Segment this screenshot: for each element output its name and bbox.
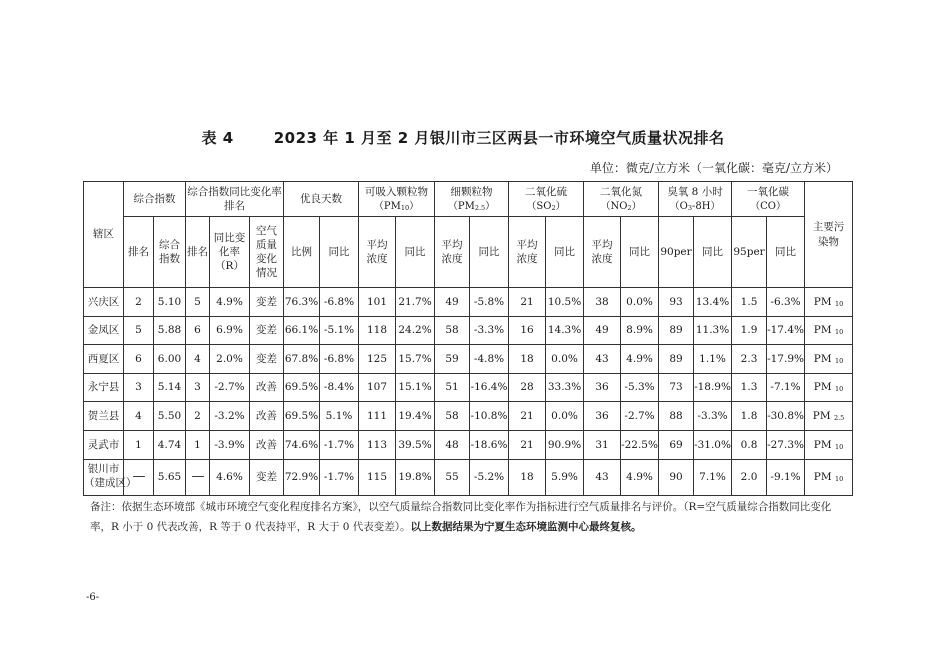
cell-co: 1.5: [732, 288, 767, 317]
header-rank: 排名: [124, 217, 154, 288]
cell-no2-yoy: 4.9%: [621, 345, 659, 374]
cell-pm25-yoy: -4.8%: [470, 345, 509, 374]
header-pm25-name: 细颗粒物: [450, 185, 493, 198]
cell-pm10-yoy: 21.7%: [396, 288, 435, 317]
cell-no2-yoy: -22.5%: [621, 430, 659, 459]
cell-no2-yoy: 8.9%: [621, 316, 659, 345]
cell-o3-yoy: 13.4%: [694, 288, 732, 317]
cell-so2-yoy: 0.0%: [546, 345, 584, 374]
header-pm25: 细颗粒物 （PM2.5）: [435, 182, 509, 217]
cell-ratio-yoy: -5.1%: [320, 316, 359, 345]
cell-ratio: 69.5%: [284, 373, 320, 402]
cell-change-rank: 2: [186, 402, 210, 431]
cell-co-yoy: -17.9%: [767, 345, 805, 374]
cell-aq-change: 变差: [250, 459, 284, 495]
cell-so2: 18: [509, 345, 546, 374]
cell-ratio-yoy: -1.7%: [320, 459, 359, 495]
cell-ratio: 72.9%: [284, 459, 320, 495]
header-pm10-yoy: 同比: [396, 217, 435, 288]
cell-change-rate: 6.9%: [210, 316, 250, 345]
cell-ratio-yoy: -8.4%: [320, 373, 359, 402]
cell-o3-yoy: -3.3%: [694, 402, 732, 431]
cell-no2-yoy: 4.9%: [621, 459, 659, 495]
cell-rank: 6: [124, 345, 154, 374]
cell-pm10-yoy: 15.1%: [396, 373, 435, 402]
cell-district: 西夏区: [84, 345, 124, 374]
cell-no2: 31: [584, 430, 621, 459]
page-number: -6-: [86, 592, 100, 603]
cell-pollutant: PM 10: [805, 316, 853, 345]
cell-ratio: 66.1%: [284, 316, 320, 345]
cell-change-rate: 4.6%: [210, 459, 250, 495]
cell-ratio-yoy: -1.7%: [320, 430, 359, 459]
cell-pm10: 101: [359, 288, 396, 317]
cell-change-rate: 4.9%: [210, 288, 250, 317]
header-co-yoy: 同比: [767, 217, 805, 288]
cell-pm25: 55: [435, 459, 470, 495]
cell-ratio: 74.6%: [284, 430, 320, 459]
header-change-rank: 综合指数同比变化率排名: [186, 182, 284, 217]
cell-rank: 5: [124, 316, 154, 345]
table-row: [84, 373, 853, 402]
header-o3-yoy: 同比: [694, 217, 732, 288]
cell-ratio-yoy: -6.8%: [320, 345, 359, 374]
header-o3: 臭氧 8 小时 （O3-8H）: [659, 182, 732, 217]
cell-district: 贺兰县: [84, 402, 124, 431]
cell-pm10-yoy: 15.7%: [396, 345, 435, 374]
cell-rank: 4: [124, 402, 154, 431]
cell-so2-yoy: 14.3%: [546, 316, 584, 345]
header-so2: 二氧化硫 （SO2）: [509, 182, 584, 217]
cell-so2-yoy: 33.3%: [546, 373, 584, 402]
cell-pollutant: PM 10: [805, 373, 853, 402]
cell-district: 永宁县: [84, 373, 124, 402]
cell-o3-yoy: -18.9%: [694, 373, 732, 402]
cell-co: 2.3: [732, 345, 767, 374]
table-number: 表 4: [201, 129, 234, 147]
cell-pm10-yoy: 19.8%: [396, 459, 435, 495]
cell-co: 1.8: [732, 402, 767, 431]
table-row: [84, 316, 853, 345]
header-o3-90per: 90per: [659, 217, 694, 288]
header-co-name: 一氧化碳: [747, 185, 790, 198]
cell-index: 5.50: [154, 402, 186, 431]
header-no2: 二氧化氮 （NO2）: [584, 182, 659, 217]
cell-no2-yoy: -2.7%: [621, 402, 659, 431]
cell-pm25-yoy: -18.6%: [470, 430, 509, 459]
note-text: 备注：依据生态环境部《城市环境空气变化程度排名方案》，以空气质量综合指数同比变化率作为指标进行空气质量排名与评价。（R=空气质量综合指数同比变化率，R 小于 0 代表改善，R 等于 0 代表持平，R 大于 0 代表变差）。: [90, 501, 832, 533]
cell-co-yoy: -17.4%: [767, 316, 805, 345]
cell-pollutant: PM 2.5: [805, 402, 853, 431]
cell-co-yoy: -7.1%: [767, 373, 805, 402]
cell-so2: 21: [509, 430, 546, 459]
cell-change-rate: -2.7%: [210, 373, 250, 402]
cell-district: 灵武市: [84, 430, 124, 459]
cell-change-rank: —: [186, 459, 210, 495]
header-good-days: 优良天数: [284, 182, 359, 217]
cell-pm25-yoy: -16.4%: [470, 373, 509, 402]
header-co: 一氧化碳 （CO）: [732, 182, 805, 217]
cell-pm10-yoy: 19.4%: [396, 402, 435, 431]
cell-pm10: 113: [359, 430, 396, 459]
cell-pm25-yoy: -3.3%: [470, 316, 509, 345]
header-change-rank-rank: 排名: [186, 217, 210, 288]
cell-so2: 28: [509, 373, 546, 402]
cell-pm25: 49: [435, 288, 470, 317]
cell-change-rank: 5: [186, 288, 210, 317]
cell-aq-change: 变差: [250, 288, 284, 317]
cell-no2-yoy: 0.0%: [621, 288, 659, 317]
cell-change-rank: 4: [186, 345, 210, 374]
cell-ratio-yoy: -6.8%: [320, 288, 359, 317]
cell-change-rank: 1: [186, 430, 210, 459]
cell-ratio: 69.5%: [284, 402, 320, 431]
cell-co-yoy: -6.3%: [767, 288, 805, 317]
cell-o3: 88: [659, 402, 694, 431]
cell-co: 1.3: [732, 373, 767, 402]
cell-ratio: 76.3%: [284, 288, 320, 317]
header-aq-change: 空气质量变化情况: [250, 217, 284, 288]
cell-rank: 2: [124, 288, 154, 317]
table-row: [84, 402, 853, 431]
table-row: [84, 345, 853, 374]
cell-o3-yoy: -31.0%: [694, 430, 732, 459]
cell-change-rate: -3.9%: [210, 430, 250, 459]
cell-o3: 90: [659, 459, 694, 495]
cell-aq-change: 改善: [250, 430, 284, 459]
header-pm10-name: 可吸入颗粒物: [365, 185, 429, 198]
cell-co: 1.9: [732, 316, 767, 345]
cell-rank: —: [124, 459, 154, 495]
cell-o3-yoy: 1.1%: [694, 345, 732, 374]
cell-co-yoy: -9.1%: [767, 459, 805, 495]
cell-o3: 89: [659, 316, 694, 345]
cell-o3: 73: [659, 373, 694, 402]
cell-co: 2.0: [732, 459, 767, 495]
cell-pollutant: PM 10: [805, 345, 853, 374]
cell-no2: 43: [584, 459, 621, 495]
table-note: [90, 497, 840, 537]
cell-o3: 69: [659, 430, 694, 459]
cell-change-rank: 6: [186, 316, 210, 345]
note-bold-text: 以上数据结果为宁夏生态环境监测中心最终复核。: [410, 521, 642, 533]
table-row: [84, 288, 853, 317]
header-pm10-avg: 平均浓度: [359, 217, 396, 288]
unit-label: 单位：微克/立方米（一氧化碳：毫克/立方米）: [589, 161, 838, 175]
cell-o3-yoy: 11.3%: [694, 316, 732, 345]
cell-o3: 89: [659, 345, 694, 374]
cell-change-rate: -3.2%: [210, 402, 250, 431]
cell-aq-change: 改善: [250, 402, 284, 431]
table-title: [0, 127, 926, 148]
header-pm25-yoy: 同比: [470, 217, 509, 288]
cell-index: 5.88: [154, 316, 186, 345]
cell-pm10: 118: [359, 316, 396, 345]
header-o3-name: 臭氧 8 小时: [667, 185, 723, 198]
cell-district: 兴庆区: [84, 288, 124, 317]
header-district: 辖区: [84, 182, 124, 288]
cell-index: 5.65: [154, 459, 186, 495]
cell-pm10-yoy: 39.5%: [396, 430, 435, 459]
cell-pm10: 125: [359, 345, 396, 374]
header-main-pollutant: 主要污染物: [805, 182, 853, 288]
header-co-95per: 95per: [732, 217, 767, 288]
header-ratio-yoy: 同比: [320, 217, 359, 288]
cell-so2: 18: [509, 459, 546, 495]
header-ratio: 比例: [284, 217, 320, 288]
cell-pm25: 58: [435, 402, 470, 431]
cell-pm25: 48: [435, 430, 470, 459]
cell-aq-change: 改善: [250, 373, 284, 402]
cell-co: 0.8: [732, 430, 767, 459]
cell-pm25-yoy: -10.8%: [470, 402, 509, 431]
cell-change-rate: 2.0%: [210, 345, 250, 374]
cell-so2-yoy: 0.0%: [546, 402, 584, 431]
table-row: [84, 430, 853, 459]
cell-o3: 93: [659, 288, 694, 317]
cell-aq-change: 变差: [250, 345, 284, 374]
cell-pm10: 111: [359, 402, 396, 431]
cell-rank: 3: [124, 373, 154, 402]
header-so2-name: 二氧化硫: [525, 185, 568, 198]
cell-index: 6.00: [154, 345, 186, 374]
cell-no2: 36: [584, 402, 621, 431]
cell-so2: 21: [509, 288, 546, 317]
cell-pm25: 58: [435, 316, 470, 345]
cell-pollutant: PM 10: [805, 288, 853, 317]
cell-co-yoy: -30.8%: [767, 402, 805, 431]
header-no2-yoy: 同比: [621, 217, 659, 288]
header-no2-name: 二氧化氮: [600, 185, 643, 198]
cell-ratio: 67.8%: [284, 345, 320, 374]
cell-no2: 43: [584, 345, 621, 374]
cell-pm10-yoy: 24.2%: [396, 316, 435, 345]
cell-so2-yoy: 90.9%: [546, 430, 584, 459]
header-so2-yoy: 同比: [546, 217, 584, 288]
header-pm10: 可吸入颗粒物 （PM10）: [359, 182, 435, 217]
cell-so2-yoy: 10.5%: [546, 288, 584, 317]
cell-no2: 36: [584, 373, 621, 402]
cell-no2: 38: [584, 288, 621, 317]
cell-so2: 16: [509, 316, 546, 345]
cell-pm25: 59: [435, 345, 470, 374]
header-so2-avg: 平均浓度: [509, 217, 546, 288]
cell-district: 银川市 （建成区）: [84, 459, 124, 495]
cell-index: 4.74: [154, 430, 186, 459]
cell-pm25: 51: [435, 373, 470, 402]
header-no2-avg: 平均浓度: [584, 217, 621, 288]
cell-district: 金凤区: [84, 316, 124, 345]
cell-so2-yoy: 5.9%: [546, 459, 584, 495]
table-title-text: 2023 年 1 月至 2 月银川市三区两县一市环境空气质量状况排名: [273, 129, 725, 147]
cell-pm25-yoy: -5.2%: [470, 459, 509, 495]
cell-aq-change: 变差: [250, 316, 284, 345]
cell-no2: 49: [584, 316, 621, 345]
header-composite-index: 综合指数: [124, 182, 186, 217]
cell-index: 5.14: [154, 373, 186, 402]
air-quality-table: [83, 181, 853, 496]
cell-pollutant: PM 10: [805, 459, 853, 495]
cell-co-yoy: -27.3%: [767, 430, 805, 459]
cell-no2-yoy: -5.3%: [621, 373, 659, 402]
header-index: 综合指数: [154, 217, 186, 288]
cell-rank: 1: [124, 430, 154, 459]
cell-ratio-yoy: 5.1%: [320, 402, 359, 431]
header-change-rate: 同比变化率（R）: [210, 217, 250, 288]
cell-pm10: 115: [359, 459, 396, 495]
cell-change-rank: 3: [186, 373, 210, 402]
cell-pollutant: PM 10: [805, 430, 853, 459]
cell-o3-yoy: 7.1%: [694, 459, 732, 495]
header-pm25-avg: 平均浓度: [435, 217, 470, 288]
cell-so2: 21: [509, 402, 546, 431]
cell-index: 5.10: [154, 288, 186, 317]
table-row: [84, 459, 853, 495]
cell-pm10: 107: [359, 373, 396, 402]
cell-pm25-yoy: -5.8%: [470, 288, 509, 317]
